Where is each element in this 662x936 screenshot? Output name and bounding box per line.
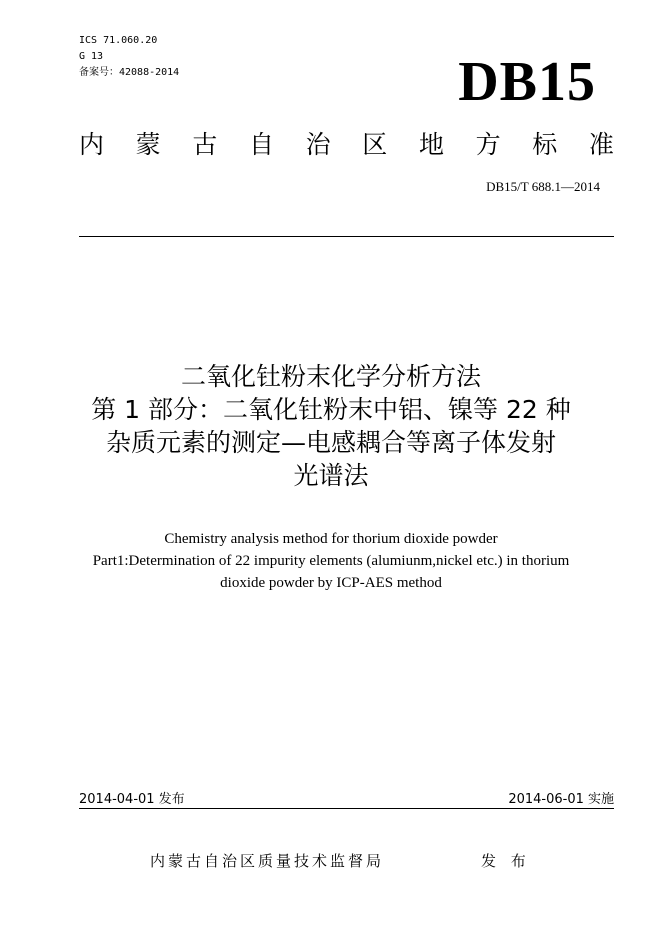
standard-type-char: 古 (192, 130, 218, 159)
ccs-code: G 13 (79, 51, 104, 62)
standard-type-char: 治 (305, 130, 331, 159)
standard-type-char: 标 (532, 130, 558, 159)
english-title-line: Part1:Determination of 22 impurity elements (alumiunm,nickel etc.) in thorium (92, 553, 570, 569)
english-title-line: Chemistry analysis method for thorium dioxide powder (164, 531, 498, 547)
ics-code: ICS 71.060.20 (79, 35, 158, 46)
issue-date: 2014-04-01 发布 (79, 792, 185, 807)
standard-type-char: 准 (588, 130, 614, 159)
chinese-title-line: 光谱法 (293, 461, 369, 490)
standard-type-char: 地 (418, 130, 444, 159)
standard-type-char: 区 (362, 130, 388, 159)
chinese-title-line: 第 1 部分：二氧化钍粉末中铝、镍等 22 种 (91, 395, 571, 424)
filing-number: 备案号：42088-2014 (79, 67, 180, 78)
standard-type-char: 方 (475, 130, 501, 159)
publish-label: 发 布 (481, 852, 531, 870)
chinese-title-line: 杂质元素的测定—电感耦合等离子体发射 (105, 428, 556, 457)
standard-type-char: 蒙 (135, 130, 161, 159)
bottom-divider (79, 808, 614, 809)
chinese-title-line: 二氧化钍粉末化学分析方法 (180, 362, 481, 391)
publisher-name: 内蒙古自治区质量技术监督局 (150, 852, 385, 870)
english-title-line: dioxide powder by ICP-AES method (220, 575, 442, 591)
standard-type (79, 128, 614, 162)
top-divider (79, 236, 614, 237)
chinese-title (40, 360, 622, 492)
standard-number: DB15/T 688.1—2014 (486, 179, 600, 194)
db15-logo: DB15 (458, 51, 596, 113)
standard-type-char: 自 (248, 130, 274, 159)
implementation-date: 2014-06-01 实施 (508, 792, 614, 807)
standard-type-char: 内 (79, 130, 105, 159)
english-title (40, 528, 622, 594)
